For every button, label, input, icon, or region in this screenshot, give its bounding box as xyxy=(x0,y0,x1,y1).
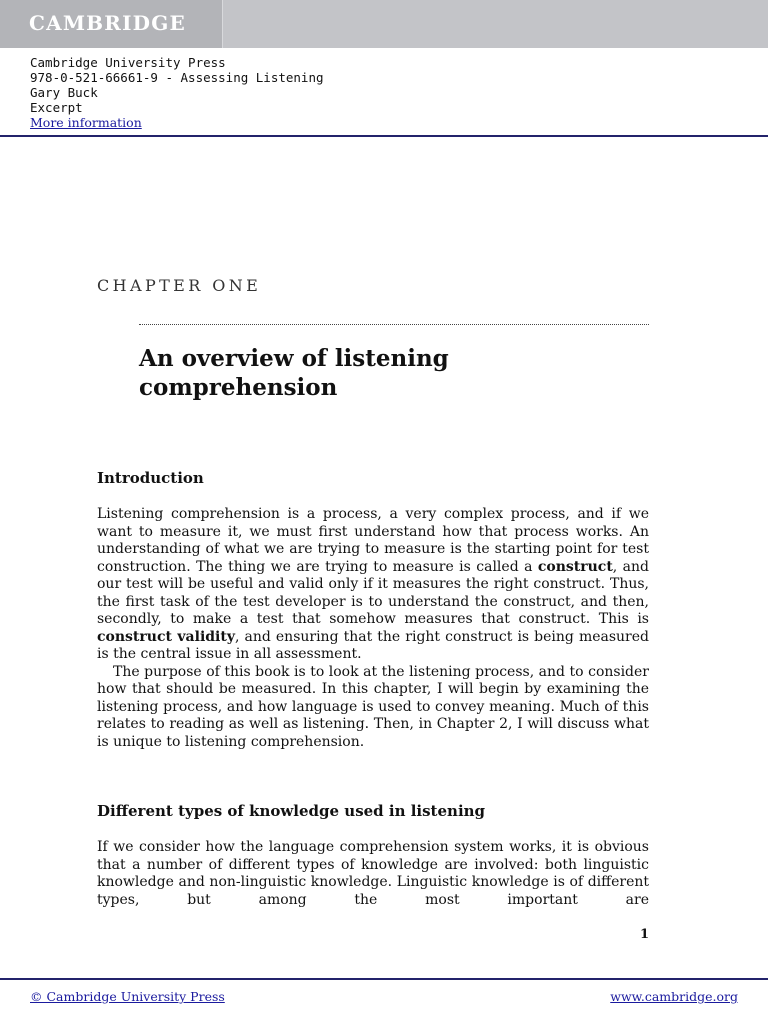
knowledge-paragraph-1: If we consider how the language comprehension system works, it is obvious that a number of different types of knowledge are involved: both linguistic knowledge and non-linguistic knowledge. Linguistic knowledge is of different types, but among the most important are xyxy=(97,839,649,908)
dotted-separator xyxy=(139,324,649,325)
publisher-line: Cambridge University Press xyxy=(30,55,226,70)
chapter-title-line-2: comprehension xyxy=(139,374,338,401)
page-number: 1 xyxy=(640,927,650,942)
term-construct: construct xyxy=(537,558,613,575)
intro-text-3: , and ensuring that the right construct is being measured is the central issue in all assessment. xyxy=(97,628,649,662)
chapter-label: CHAPTER ONE xyxy=(97,276,262,295)
knowledge-heading: Different types of knowledge used in listening xyxy=(97,802,486,820)
website-link[interactable]: www.cambridge.org xyxy=(610,989,738,1004)
introduction-body xyxy=(97,506,649,751)
intro-paragraph-1 xyxy=(97,506,649,664)
publisher-logo-box xyxy=(0,0,223,48)
cambridge-logo: CAMBRIDGE xyxy=(29,11,186,35)
intro-text-2: , and our test will be useful and valid only if it measures the right construct. Thus, the first task of the test developer is to understand the construct, and then, secondly, to make a test that somehow measures that construct. This is xyxy=(97,558,649,627)
term-construct-validity: construct validity xyxy=(97,628,235,645)
isbn-title-line: 978-0-521-66661-9 - Assessing Listening xyxy=(30,70,324,85)
intro-text-1: Listening comprehension is a process, a very complex process, and if we want to measure it, we must first understand how that process works. An understanding of what we are trying to measure is the starting point for test construction. The thing we are trying to measure is called a xyxy=(97,506,649,575)
top-banner xyxy=(0,0,768,48)
excerpt-line: Excerpt xyxy=(30,100,83,115)
chapter-title xyxy=(139,344,639,402)
introduction-heading: Introduction xyxy=(97,469,204,487)
header-divider xyxy=(0,135,768,137)
more-information-link[interactable]: More information xyxy=(30,115,142,130)
intro-paragraph-2: The purpose of this book is to look at the listening process, and to consider how that should be measured. In this chapter, I will begin by examining the listening process, and how language is used to convey meaning. Much of this relates to reading as well as listening. Then, in Chapter 2, I will discuss what is unique to listening comprehension. xyxy=(97,663,649,750)
author-line: Gary Buck xyxy=(30,85,98,100)
knowledge-body xyxy=(97,839,649,909)
chapter-title-line-1: An overview of listening xyxy=(139,345,449,372)
footer-divider xyxy=(0,978,768,980)
book-meta xyxy=(30,55,324,130)
copyright-link[interactable]: © Cambridge University Press xyxy=(30,989,225,1004)
